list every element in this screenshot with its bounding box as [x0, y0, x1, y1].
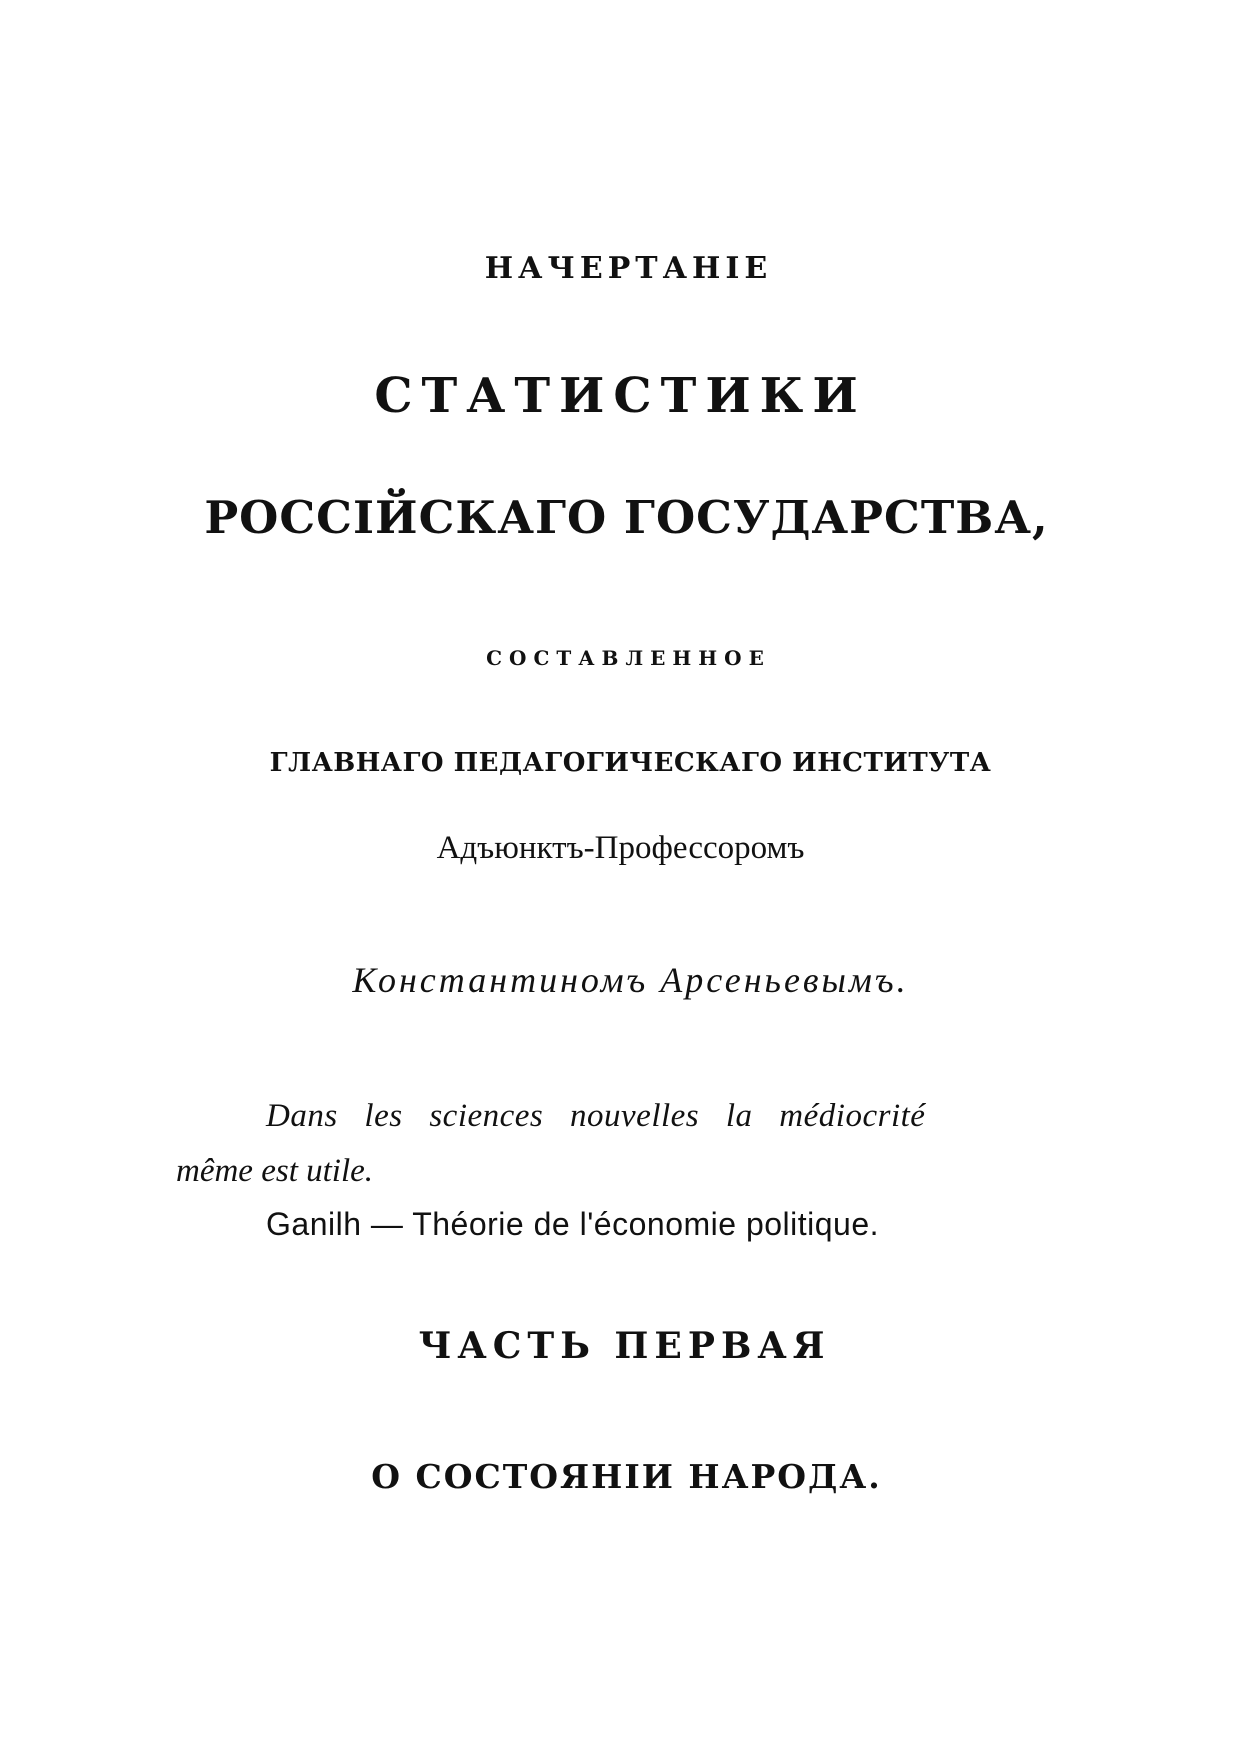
- title-line-4: СОСТАВЛЕННОЕ: [486, 646, 771, 670]
- epigraph-line-2: même est utile.: [176, 1153, 374, 1189]
- title-line-2: СТАТИСТИКИ: [374, 368, 867, 424]
- part-subtitle: О СОСТОЯНIИ НАРОДА.: [371, 1457, 882, 1496]
- title-line-3: РОССIЙСКАГО ГОСУДАРСТВА,: [204, 491, 1049, 544]
- institute-name: ГЛАВНАГО ПЕДАГОГИЧЕСКАГО ИНСТИТУТА: [269, 748, 992, 778]
- epigraph-attribution: Ganilh — Théorie de l'économie politique.: [266, 1206, 880, 1242]
- author-name: Константиномъ Арсеньевымъ.: [352, 960, 909, 1000]
- author-rank: Адъюнктъ-Профессоромъ: [436, 830, 805, 866]
- part-label: ЧАСТЬ ПЕРВАЯ: [418, 1325, 831, 1367]
- title-line-1: НАЧЕРТАНIЕ: [484, 251, 773, 286]
- epigraph-line-1: Dans les sciences nouvelles la médiocrité: [266, 1098, 926, 1134]
